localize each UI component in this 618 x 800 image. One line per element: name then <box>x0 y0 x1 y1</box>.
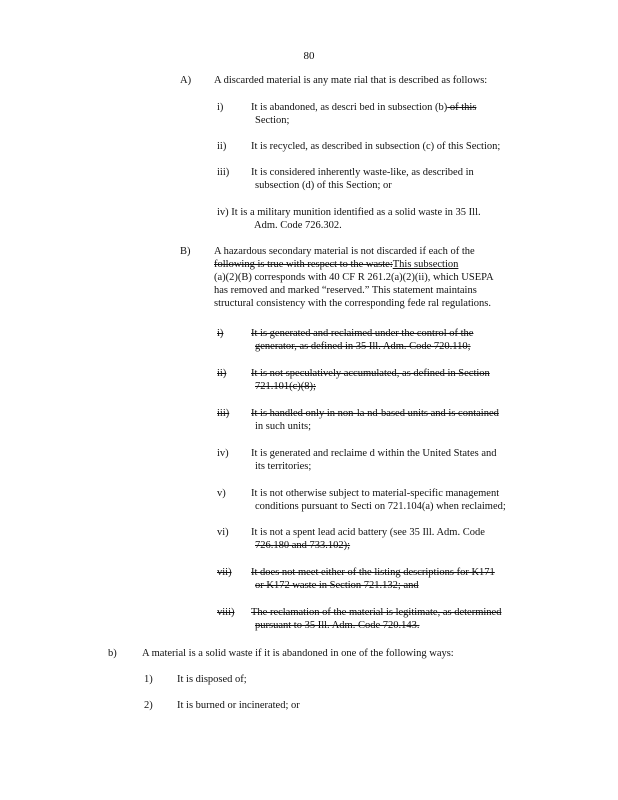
b-item-iii-line2: in such units; <box>255 421 312 432</box>
b-item-v-label: v) <box>217 488 226 499</box>
a-item-ii-line1: It is recycled, as described in subsection (c) of this Section; <box>251 141 501 152</box>
b-item-vii-text <box>251 566 535 592</box>
b-way-1-label: 1) <box>144 674 153 685</box>
b-item-v-line2: conditions pursuant to Secti on 721.104(a) when reclaimed; <box>255 501 506 512</box>
b-item-viii-line2: pursuant to 35 Ill. Adm. Code 720.143. <box>255 620 420 631</box>
b-item-vi-line2: 726.180 and 733.102); <box>255 540 351 551</box>
b-item-iv-label: iv) <box>217 448 229 459</box>
b-item-v-line1: It is not otherwise subject to material-specific management <box>251 488 500 499</box>
b-way-2-text: It is burned or incinerated; or <box>177 700 300 711</box>
subsection-b-text: A material is a solid waste if it is abandoned in one of the following ways: <box>142 648 454 659</box>
b-item-ii-text <box>251 367 535 393</box>
a-item-iii-label: iii) <box>217 167 230 178</box>
a-item-iii-line1: It is considered inherently waste-like, as described in <box>251 167 474 178</box>
b-item-viii-line1: The reclamation of the material is legitimate, as determined <box>251 607 502 618</box>
a-item-i-line2: Section; <box>255 115 290 126</box>
b-item-v-text <box>251 487 535 513</box>
b-item-iii-label: iii) <box>217 408 230 419</box>
b-item-iv-text <box>251 447 535 473</box>
b-way-2-label: 2) <box>144 700 153 711</box>
section-b-line3: (a)(2)(B) corresponds with 40 CF R 261.2(a)(2)(ii), which USEPA <box>214 272 494 283</box>
b-item-vii-line2: or K172 waste in Section 721.132; and <box>255 580 419 591</box>
section-b-label: B) <box>180 246 191 257</box>
a-item-i-line1: It is abandoned, as descri bed in subsection (b) <box>251 102 448 113</box>
section-a-label: A) <box>180 75 192 86</box>
b-item-i-line1: It is generated and reclaimed under the control of the <box>251 328 474 339</box>
section-b-line4: has removed and marked “reserved.” This statement maintains <box>214 285 477 296</box>
b-item-vii-line1: It does not meet either of the listing descriptions for K171 <box>251 567 495 578</box>
a-item-ii-label: ii) <box>217 141 227 152</box>
b-item-iii-line1: It is handled only in non-la nd-based units and is contained <box>251 408 499 419</box>
b-item-viii-label: viii) <box>217 607 235 618</box>
section-b-line5: structural consistency with the corresponding fede ral regulations. <box>214 298 491 309</box>
section-b-line1: A hazardous secondary material is not discarded if each of the <box>214 246 475 257</box>
a-item-i-text <box>251 101 535 127</box>
a-item-i-label: i) <box>217 102 224 113</box>
page-number: 80 <box>303 50 315 62</box>
b-item-iii-text <box>251 407 535 433</box>
section-a-intro: A discarded material is any mate rial that is described as follows: <box>214 75 488 86</box>
b-item-vi-label: vi) <box>217 527 229 538</box>
b-item-i-text <box>251 327 535 353</box>
a-item-iii-text <box>251 166 535 192</box>
b-item-vii-label: vii) <box>217 567 232 578</box>
a-item-iii-line2: subsection (d) of this Section; or <box>255 180 392 191</box>
a-item-iv-line1: iv) It is a military munition identified as a solid waste in 35 Ill. <box>217 207 481 218</box>
b-item-i-line2: generator, as defined in 35 Ill. Adm. Code 720.110; <box>255 341 471 352</box>
a-item-iv-text <box>217 206 535 232</box>
a-item-i-struck: of this <box>447 102 477 113</box>
section-b-struck: following is true with respect to the waste: <box>214 259 393 270</box>
b-way-1-text: It is disposed of; <box>177 674 247 685</box>
b-item-ii-line2: 721.101(c)(8); <box>255 381 316 392</box>
b-item-vi-line1: It is not a spent lead acid battery (see 35 Ill. Adm. Code <box>251 527 485 538</box>
b-item-viii-text <box>251 606 535 632</box>
b-item-ii-label: ii) <box>217 368 227 379</box>
a-item-iv-line2: Adm. Code 726.302. <box>254 220 342 231</box>
b-item-i-label: i) <box>217 328 224 339</box>
subsection-b-label: b) <box>108 648 117 659</box>
section-b-inserted: This subsection <box>392 259 459 270</box>
b-item-vi-text <box>251 526 535 552</box>
section-b-text <box>214 245 532 310</box>
b-item-iv-line1: It is generated and reclaime d within the United States and <box>251 448 497 459</box>
b-item-iv-line2: its territories; <box>255 461 312 472</box>
b-item-ii-line1: It is not speculatively accumulated, as defined in Section <box>251 368 490 379</box>
